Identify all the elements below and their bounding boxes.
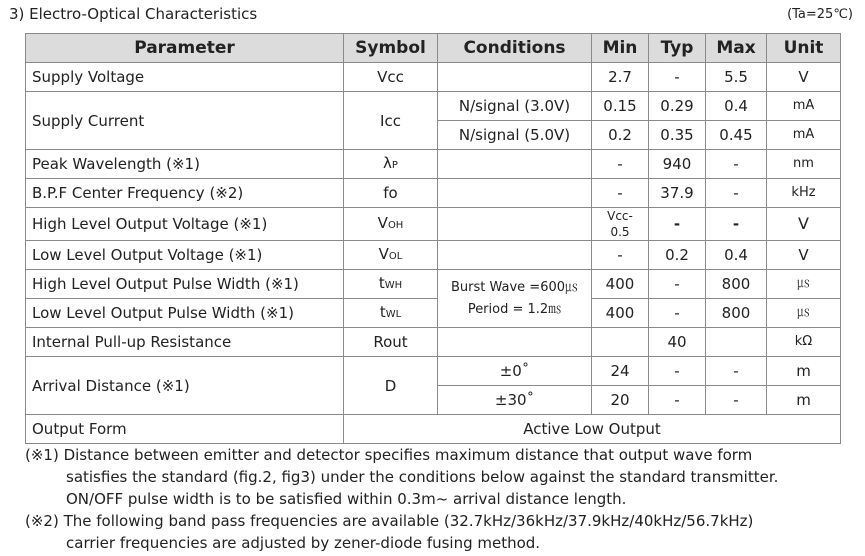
unit-cell: kHz [767, 179, 841, 208]
param-cell: Low Level Output Pulse Width (※1) [26, 299, 344, 328]
param-cell: B.P.F Center Frequency (※2) [26, 179, 344, 208]
typ-cell: - [649, 63, 706, 92]
param-cell: High Level Output Pulse Width (※1) [26, 270, 344, 299]
param-cell: Supply Voltage [26, 63, 344, 92]
min-cell: 24 [592, 357, 649, 386]
table-row [26, 179, 841, 208]
symbol-main: t [378, 273, 385, 292]
symbol-cell: D [344, 357, 438, 415]
characteristics-table [25, 33, 841, 444]
cond-cell [438, 328, 592, 357]
unit-cell: V [767, 241, 841, 270]
symbol-cell [344, 241, 438, 270]
typ-cell: 40 [649, 328, 706, 357]
min-cell: 400 [592, 270, 649, 299]
footnote-line: (※1) Distance between emitter and detector specifies maximum distance that output wave form [25, 446, 753, 464]
symbol-main: V [378, 244, 389, 263]
table-row [26, 150, 841, 179]
footnote-line: ON/OFF pulse width is to be satisfied within 0.3m~ arrival distance length. [66, 490, 627, 508]
typ-cell: 0.29 [649, 92, 706, 121]
min-cell: - [592, 150, 649, 179]
max-cell: 0.4 [706, 241, 767, 270]
typ-cell: - [649, 270, 706, 299]
ambient-temp-note: (Ta=25℃) [787, 7, 853, 22]
symbol-cell [344, 270, 438, 299]
param-cell: Output Form [26, 415, 344, 444]
cond-cell [438, 179, 592, 208]
footnote-1 [25, 444, 778, 510]
typ-cell: - [649, 299, 706, 328]
max-cell: - [706, 208, 767, 241]
col-min: Min [592, 34, 649, 63]
table-row [26, 92, 841, 121]
typ-cell: 0.2 [649, 241, 706, 270]
table-row [26, 328, 841, 357]
symbol-sub: OL [388, 250, 403, 262]
symbol-sub: WH [384, 279, 403, 291]
col-symbol: Symbol [344, 34, 438, 63]
cond-cell [438, 208, 592, 241]
min-cell: 0.15 [592, 92, 649, 121]
footnote-line: (※2) The following band pass frequencies are available (32.7kHz/36kHz/37.9kHz/40kHz/56.7kHz) [25, 512, 754, 530]
symbol-cell [344, 299, 438, 328]
unit-cell: kΩ [767, 328, 841, 357]
col-unit: Unit [767, 34, 841, 63]
symbol-sub: P [391, 159, 398, 171]
typ-cell: - [649, 386, 706, 415]
col-max: Max [706, 34, 767, 63]
max-cell [706, 328, 767, 357]
symbol-cell: Rout [344, 328, 438, 357]
symbol-main: λ [383, 153, 392, 172]
table-row [26, 63, 841, 92]
symbol-sub: WL [385, 308, 402, 320]
cond-cell [438, 150, 592, 179]
max-cell: - [706, 150, 767, 179]
max-cell: 800 [706, 270, 767, 299]
max-cell: 0.4 [706, 92, 767, 121]
symbol-cell: fo [344, 179, 438, 208]
unit-cell: ㎲ [767, 270, 841, 299]
param-cell: Low Level Output Voltage (※1) [26, 241, 344, 270]
unit-cell: nm [767, 150, 841, 179]
max-cell: - [706, 357, 767, 386]
max-cell: 800 [706, 299, 767, 328]
symbol-sub: OH [387, 219, 404, 231]
symbol-cell [344, 208, 438, 241]
param-cell: Supply Current [26, 92, 344, 150]
table-row [26, 270, 841, 299]
col-typ: Typ [649, 34, 706, 63]
table-row [26, 208, 841, 241]
footnote-line: carrier frequencies are adjusted by zener-diode fusing method. [66, 534, 541, 552]
output-form-value: Active Low Output [344, 415, 841, 444]
min-cell: - [592, 179, 649, 208]
unit-cell: mA [767, 92, 841, 121]
param-cell: High Level Output Voltage (※1) [26, 208, 344, 241]
param-cell: Peak Wavelength (※1) [26, 150, 344, 179]
param-cell: Internal Pull-up Resistance [26, 328, 344, 357]
max-cell: - [706, 386, 767, 415]
cond-cell: ±30˚ [438, 386, 592, 415]
col-conditions: Conditions [438, 34, 592, 63]
typ-cell: 37.9 [649, 179, 706, 208]
footnotes [25, 444, 778, 554]
min-cell: - [592, 241, 649, 270]
cond-cell: N/signal (5.0V) [438, 121, 592, 150]
typ-cell: 0.35 [649, 121, 706, 150]
table-row [26, 415, 841, 444]
unit-cell: mA [767, 121, 841, 150]
min-cell: 0.2 [592, 121, 649, 150]
unit-cell: ㎲ [767, 299, 841, 328]
typ-cell: - [649, 357, 706, 386]
min-cell: 2.7 [592, 63, 649, 92]
unit-cell: V [767, 208, 841, 241]
max-cell: 5.5 [706, 63, 767, 92]
cond-cell [438, 241, 592, 270]
typ-cell: - [649, 208, 706, 241]
burst-wave-condition: Burst Wave =600㎲ [450, 279, 579, 295]
unit-cell: m [767, 357, 841, 386]
footnote-2 [25, 510, 778, 554]
cond-cell: N/signal (3.0V) [438, 92, 592, 121]
symbol-cell: Vcc [344, 63, 438, 92]
max-cell: - [706, 179, 767, 208]
footnote-line: satisfies the standard (fig.2, fig3) under the conditions below against the standard transmitter. [66, 468, 779, 486]
symbol-main: V [377, 213, 388, 232]
cond-cell [438, 63, 592, 92]
period-condition: Period = 1.2㎳ [467, 301, 562, 317]
section-heading: 3) Electro-Optical Characteristics [9, 5, 258, 23]
cond-cell: ±0˚ [438, 357, 592, 386]
symbol-main: t [379, 302, 386, 321]
unit-cell: V [767, 63, 841, 92]
table-row [26, 241, 841, 270]
min-cell: 20 [592, 386, 649, 415]
table-row [26, 299, 841, 328]
min-cell [592, 328, 649, 357]
unit-cell: m [767, 386, 841, 415]
max-cell: 0.45 [706, 121, 767, 150]
symbol-cell: Icc [344, 92, 438, 150]
header-row [26, 34, 841, 63]
cond-cell [438, 270, 592, 328]
min-cell: 400 [592, 299, 649, 328]
table-row [26, 357, 841, 386]
typ-cell: 940 [649, 150, 706, 179]
min-cell: Vcc-0.5 [592, 208, 649, 241]
symbol-cell [344, 150, 438, 179]
param-cell: Arrival Distance (※1) [26, 357, 344, 415]
col-parameter: Parameter [26, 34, 344, 63]
